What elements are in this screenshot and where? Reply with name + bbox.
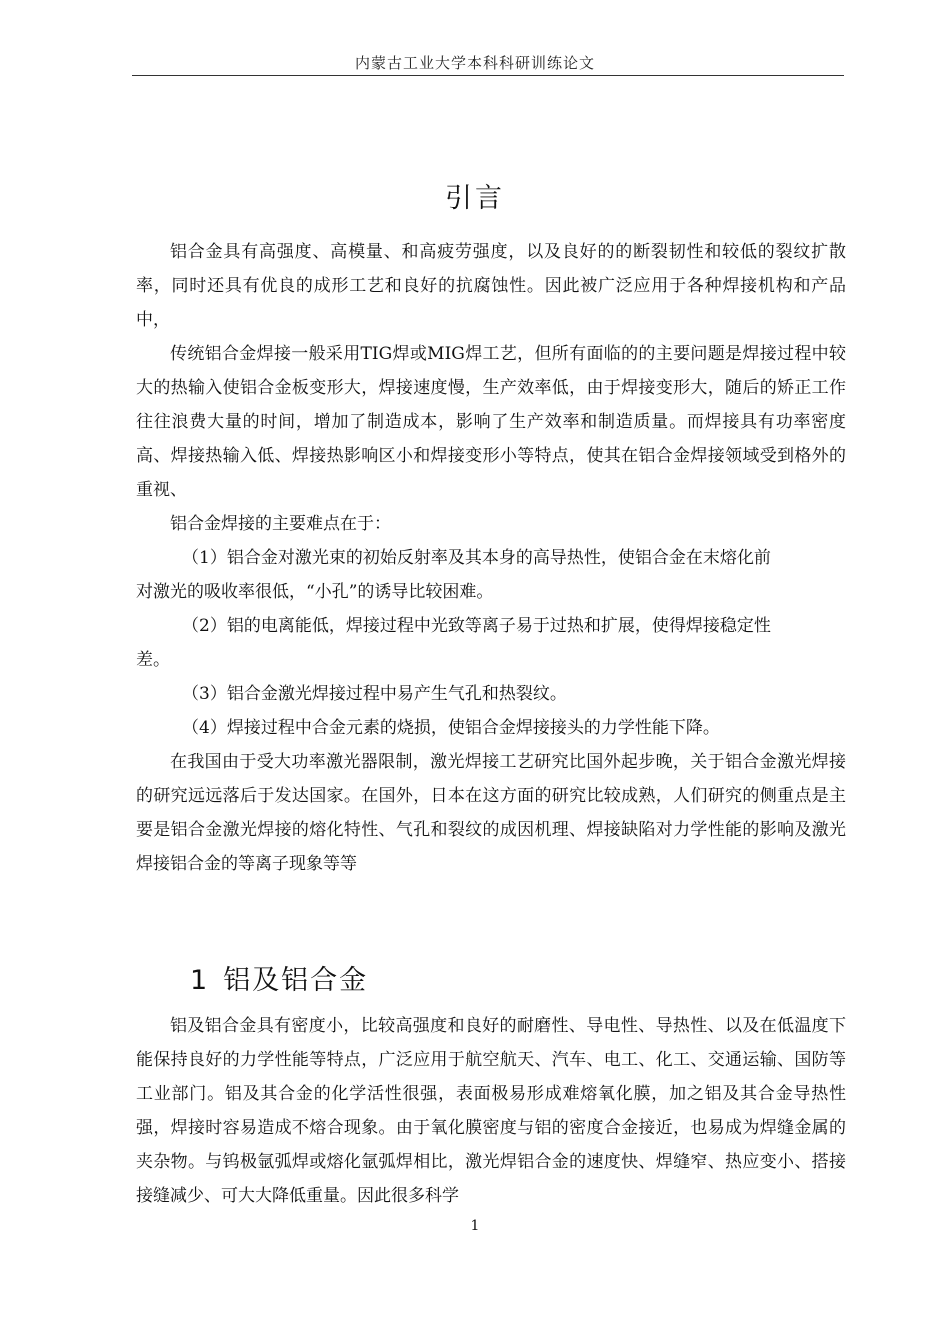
section-1-title: 铝及铝合金 [223,965,369,996]
difficulty-item-first-line: （2）铝的电离能低，焊接过程中光致等离子易于过热和扩展，使得焊接稳定性 [182,616,771,636]
running-header: 内蒙古工业大学本科科研训练论文 [354,54,595,72]
intro-closing-paragraph: 在我国由于受大功率激光器限制，激光焊接工艺研究比国外起步晚，关于铝合金激光焊接的研究远远落后于发达国家。在国外，日本在这方面的研究比较成熟，人们研究的侧重点是主要是铝合金激光焊接的熔化特性、气孔和裂纹的成因机理、焊接缺陷对力学性能的影响及激光焊接铝合金的等离子现象等等 [136,752,846,874]
difficulty-item [136,541,846,609]
difficulty-item-continuation: 对激光的吸收率很低，“小孔”的诱导比较困难。 [136,582,494,602]
difficulty-item [136,677,846,711]
difficulty-item [136,711,846,745]
difficulty-item-first-line: （1）铝合金对激光束的初始反射率及其本身的高导热性，使铝合金在末熔化前 [182,548,771,568]
section-1-body [136,1009,846,1213]
intro-body [136,235,846,881]
header-rule [132,75,844,76]
section-1-heading [190,958,368,997]
section-1-paragraph: 铝及铝合金具有密度小，比较高强度和良好的耐磨性、导电性、导热性、以及在低温度下能保持良好的力学性能等特点，广泛应用于航空航天、汽车、电工、化工、交通运输、国防等工业部门。铝及其合金的化学活性很强，表面极易形成难熔氧化膜，加之铝及其合金导热性强，焊接时容易造成不熔合现象。由于氧化膜密度与铝的密度合金接近，也易成为焊缝金属的夹杂物。与钨极氩弧焊或熔化氩弧焊相比，激光焊铝合金的速度快、焊缝窄、热应变小、搭接接缝减少、可大大降低重量。因此很多科学 [136,1016,846,1206]
difficulty-item-first-line: （3）铝合金激光焊接过程中易产生气孔和热裂纹。 [182,684,567,704]
intro-paragraph: 传统铝合金焊接一般采用TIG焊或MIG焊工艺，但所有面临的的主要问题是焊接过程中较大的热输入使铝合金板变形大，焊接速度慢，生产效率低，由于焊接变形大，随后的矫正工作往往浪费大量的时间，增加了制造成本，影响了生产效率和制造质量。而焊接具有功率密度高、焊接热输入低、焊接热影响区小和焊接变形小等特点，使其在铝合金焊接领域受到格外的重视、 [136,344,846,500]
difficulty-item [136,609,846,677]
intro-title: 引言 [445,183,505,214]
intro-paragraph: 铝合金焊接的主要难点在于： [170,514,391,534]
section-1-number: 1 [190,965,210,996]
page-number: 1 [470,1218,480,1234]
difficulty-item-continuation: 差。 [136,650,170,670]
difficulty-item-first-line: （4）焊接过程中合金元素的烧损，使铝合金焊接接头的力学性能下降。 [182,718,720,738]
intro-paragraph: 铝合金具有高强度、高模量、和高疲劳强度，以及良好的的断裂韧性和较低的裂纹扩散率，同时还具有优良的成形工艺和良好的抗腐蚀性。因此被广泛应用于各种焊接机构和产品中， [136,242,846,330]
